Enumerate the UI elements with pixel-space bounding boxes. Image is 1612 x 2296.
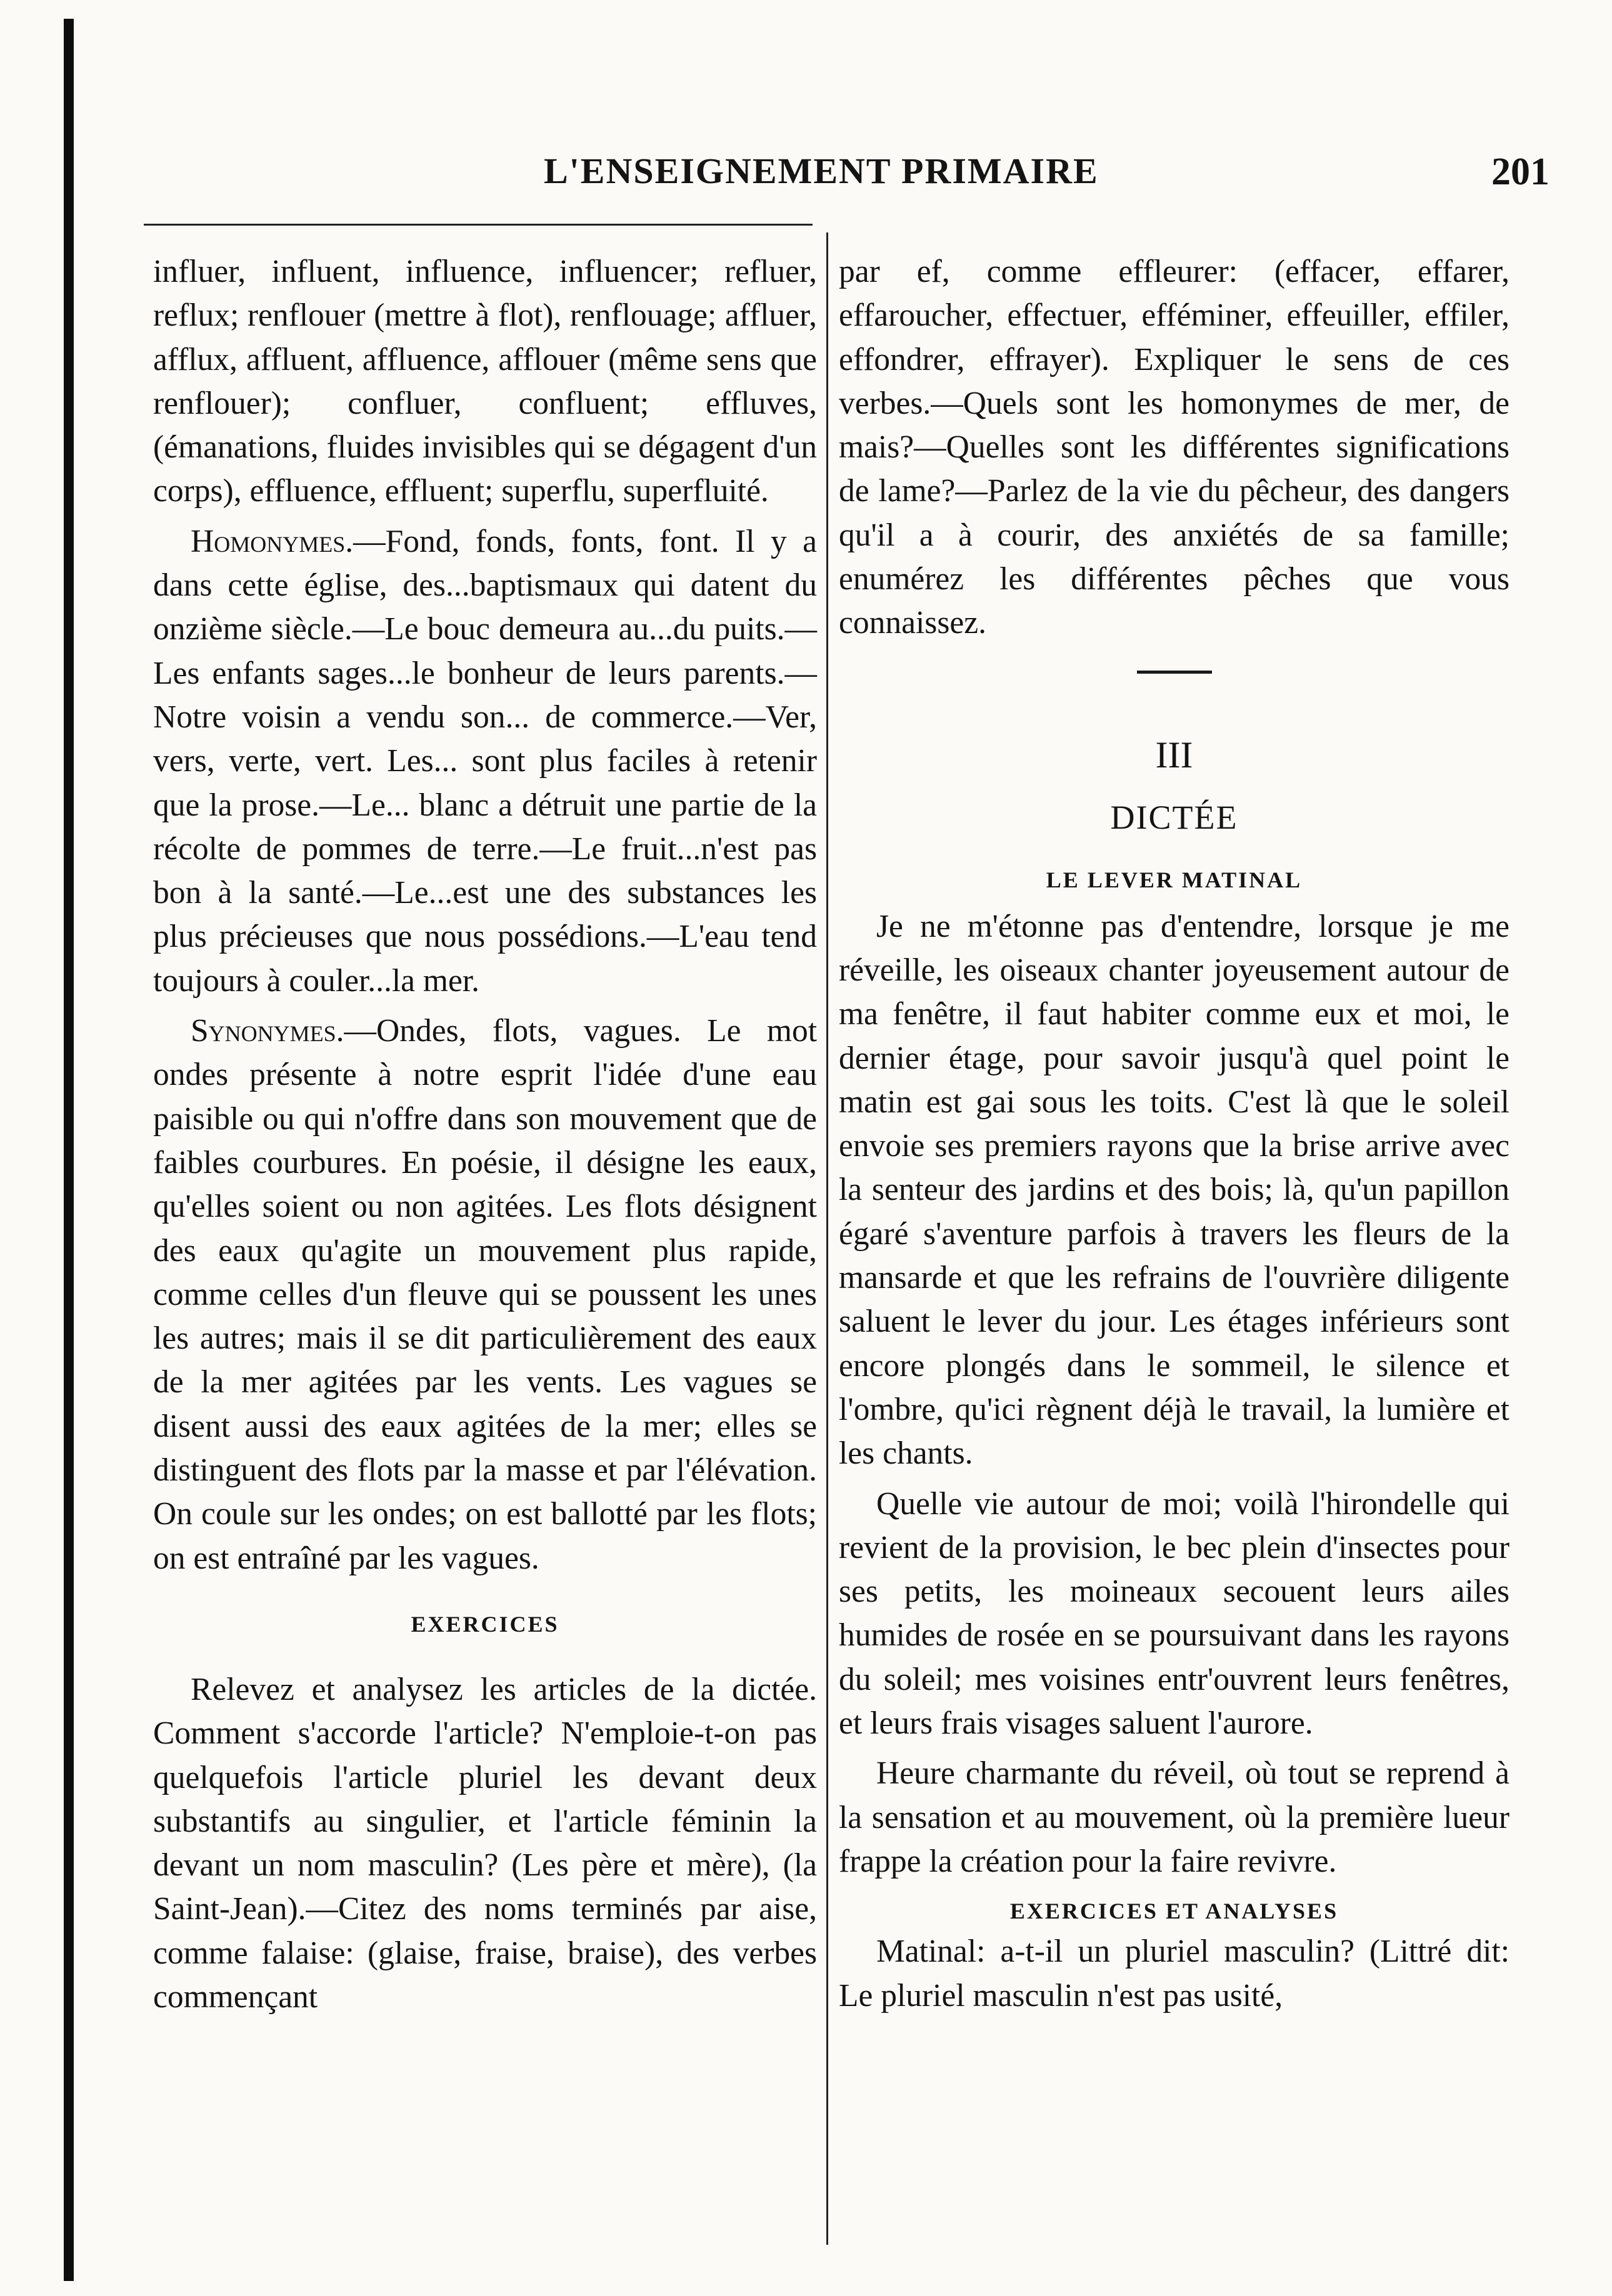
word-family-paragraph: influer, influent, influence, influencer; refluer, reflux; renflouer (mettre à flot), renflouage; affluer, afflux, affluent, affluence, afflouer (même sens que renflouer); confluer, confluent; effluves, (émanations, fluides invisibles qui se dégagent d'un corps), effluence, effluent; superflu, superfluité. bbox=[153, 254, 817, 509]
section-number: III bbox=[1155, 734, 1193, 776]
homonymes-lead: Homonymes. bbox=[191, 523, 354, 559]
homonymes-text: —Fond, fonds, fonts, font. Il y a dans cette église, des...baptismaux qui datent du onzième siècle.—Le bouc demeura au...du puits.—Les enfants sages...le bonheur de leurs parents.—Notre voisin a vendu son... de commerce.—Ver, vers, verte, vert. Les... sont plus faciles à retenir que la prose.—Le... blanc a détruit une partie de la récolte de pommes de terre.—Le fruit...n'est pas bon à la santé.—Le...est une des substances les plus précieuses que nous possédions.—L'eau tend toujours à couler...la mer. bbox=[153, 523, 817, 999]
dictee-paragraph-3: Heure charmante du réveil, où tout se reprend à la sensation et au mouvement, où la première lueur frappe la création pour la faire revivre. bbox=[839, 1755, 1509, 1879]
synonymes-text: —Ondes, flots, vagues. Le mot ondes présente à notre esprit l'idée d'une eau paisible ou qui n'offre dans son mouvement que de faibles courbures. En poésie, il désigne les eaux, qu'elles soient ou non agitées. Les flots désignent des eaux qu'agite un mouvement plus rapide, comme celles d'un fleuve qui se poussent les unes les autres; mais il se dit particulièrement des eaux de la mer agitées par les vents. Les vagues se disent aussi des eaux agitées de la mer; elles se distinguent des flots par la masse et par l'élévation. On coule sur les ondes; on est ballotté par les flots; on est entraîné par les vagues. bbox=[153, 1013, 817, 1576]
analyses-heading: EXERCICES ET ANALYSES bbox=[1009, 1899, 1339, 1924]
section-title: DICTÉE bbox=[1110, 798, 1238, 836]
dictee-paragraph-1: Je ne m'étonne pas d'entendre, lorsque je me réveille, les oiseaux chanter joyeusement autour de ma fenêtre, il faut habiter comme eux et moi, le dernier étage, pour savoir jusqu'à quel point le matin est gai sous les toits. C'est là que le soleil envoie ses premiers rayons que la brise arrive avec la senteur des jardins et des bois; là, qu'un papillon égaré s'aventure parfois à travers les fleurs de la mansarde et que les refrains de l'ouvrière diligente saluent le lever du jour. Les étages inférieurs sont encore plongés dans le sommeil, le silence et l'ombre, qu'ici règnent déjà le travail, la lumière et les chants. bbox=[839, 908, 1509, 1472]
column-divider bbox=[826, 232, 828, 2245]
book-spine-shadow bbox=[64, 19, 74, 2281]
running-title: L'ENSEIGNEMENT PRIMAIRE bbox=[544, 151, 1099, 191]
right-column bbox=[839, 250, 1509, 2018]
section-separator bbox=[1137, 671, 1212, 674]
left-column bbox=[153, 250, 817, 2019]
exercices-heading: EXERCICES bbox=[411, 1611, 559, 1637]
exercices-continued: par ef, comme effleurer: (effacer, effarer, effaroucher, effectuer, efféminer, effeuiller, effiler, effondrer, effrayer). Expliquer le sens de ces verbes.—Quels sont les homonymes de mer, de mais?—Quelles sont les différentes significations de lame?—Parlez de la vie du pêcheur, des dangers qu'il a à courir, des anxiétés de sa famille; enumérez les différentes pêches que vous connaissez. bbox=[839, 254, 1509, 641]
dictee-paragraph-2: Quelle vie autour de moi; voilà l'hirondelle qui revient de la provision, le bec plein d'insectes pour ses petits, les moineaux secouent leurs ailes humides de rosée en se poursuivant dans les rayons du soleil; mes voisines entr'ouvrent leurs fenêtres, et leurs frais visages saluent l'aurore. bbox=[839, 1485, 1509, 1742]
running-head bbox=[144, 150, 1549, 200]
synonymes-lead: Synonymes. bbox=[191, 1013, 344, 1049]
dictee-subtitle: LE LEVER MATINAL bbox=[1046, 867, 1303, 892]
header-rule bbox=[144, 224, 813, 226]
synonymes-paragraph bbox=[153, 1009, 817, 1580]
analyses-paragraph: Matinal: a-t-il un pluriel masculin? (Littré dit: Le pluriel masculin n'est pas usité, bbox=[839, 1934, 1509, 2014]
exercices-paragraph: Relevez et analysez les articles de la dictée. Comment s'accorde l'article? N'emploie-t-on pas quelquefois l'article pluriel les devant deux substantifs au singulier, et l'article féminin la devant un nom masculin? (Les père et mère), (la Saint-Jean).—Citez des noms terminés par aise, comme falaise: (glaise, fraise, braise), des verbes commençant bbox=[153, 1671, 817, 2015]
homonymes-paragraph bbox=[153, 520, 817, 1003]
page-number: 201 bbox=[1491, 151, 1549, 193]
